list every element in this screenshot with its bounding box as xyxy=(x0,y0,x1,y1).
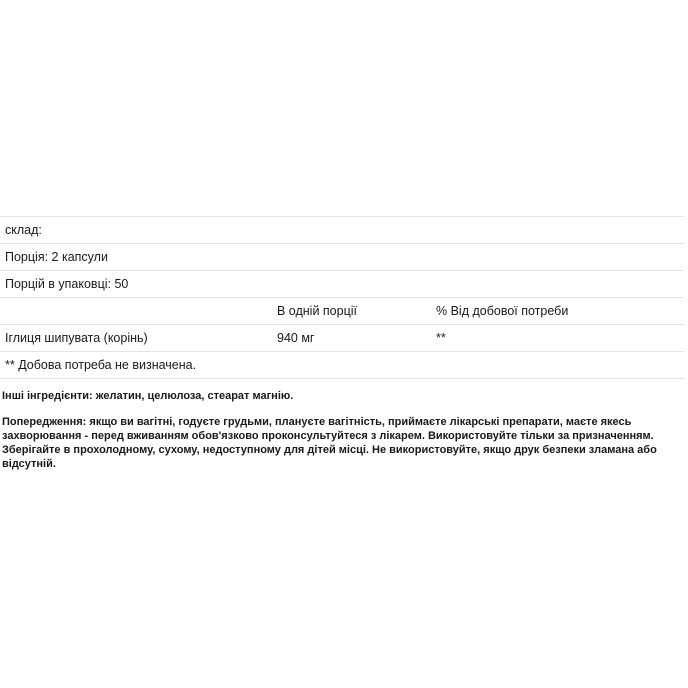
ingredient-daily-value: ** xyxy=(436,331,446,345)
other-ingredients-text: Інші інгредієнти: желатин, целюлоза, стеарат магнію. xyxy=(2,390,294,402)
supplement-facts-table xyxy=(0,216,684,379)
ingredient-amount: 940 мг xyxy=(277,331,315,345)
serving-size-text: Порція: 2 капсули xyxy=(5,250,108,264)
warning-text: Попередження: якщо ви вагітні, годуєте грудьми, плануєте вагітність, приймаєте лікарські препарати, маєте якесь захворювання - перед вживанням обов'язково проконсультуйтеся з лікарем. Використовуйте тільки за призначенням. Зберігайте в прохолодному, сухому, недоступному для дітей місці. Не використовуйте, якщо друк безпеки зламана або відсутній. xyxy=(2,416,657,470)
composition-row xyxy=(0,216,684,243)
servings-per-container-row xyxy=(0,270,684,297)
ingredient-row xyxy=(0,324,684,351)
footnote-row xyxy=(0,351,684,379)
footnote-text: ** Добова потреба не визначена. xyxy=(5,358,197,372)
per-serving-header: В одній порції xyxy=(277,304,357,318)
serving-size-row xyxy=(0,243,684,270)
servings-per-container-text: Порцій в упаковці: 50 xyxy=(5,277,129,291)
daily-value-header: % Від добової потреби xyxy=(436,304,569,318)
composition-label: склад: xyxy=(5,223,42,237)
table-header-row xyxy=(0,297,684,324)
ingredient-name: Іглиця шипувата (корінь) xyxy=(5,331,148,345)
